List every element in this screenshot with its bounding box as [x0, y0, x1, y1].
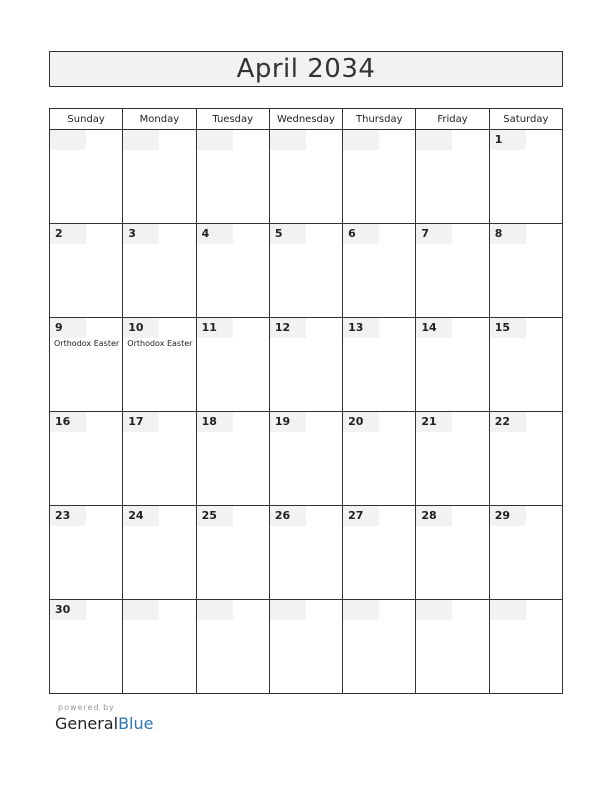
day-cell[interactable] [123, 600, 196, 694]
day-number-empty [343, 600, 379, 620]
day-cell[interactable] [343, 506, 416, 600]
day-cell[interactable] [196, 130, 269, 224]
day-number-empty [50, 130, 86, 150]
week-row [50, 412, 563, 506]
week-row [50, 600, 563, 694]
day-cell[interactable] [269, 506, 342, 600]
day-cell[interactable] [50, 224, 123, 318]
day-cell[interactable] [489, 130, 562, 224]
holiday-label: Orthodox Easter [54, 339, 120, 348]
day-number-empty [343, 130, 379, 150]
weekday-wednesday: Wednesday [269, 109, 342, 130]
day-cell[interactable] [123, 506, 196, 600]
day-cell[interactable] [196, 600, 269, 694]
day-cell[interactable] [123, 130, 196, 224]
day-cell[interactable] [343, 318, 416, 412]
calendar-body [50, 130, 563, 694]
week-row [50, 506, 563, 600]
day-number-empty [197, 130, 233, 150]
day-number-empty [490, 600, 526, 620]
day-number: 30 [50, 600, 86, 620]
day-number: 27 [343, 506, 379, 526]
day-number: 13 [343, 318, 379, 338]
day-number: 7 [416, 224, 452, 244]
day-cell[interactable] [123, 412, 196, 506]
day-number: 23 [50, 506, 86, 526]
day-number: 16 [50, 412, 86, 432]
day-number: 18 [197, 412, 233, 432]
weekday-monday: Monday [123, 109, 196, 130]
day-cell[interactable] [50, 600, 123, 694]
page-title: April 2034 [49, 51, 563, 87]
day-number-empty [123, 130, 159, 150]
day-cell[interactable] [269, 224, 342, 318]
day-cell[interactable] [269, 412, 342, 506]
day-cell[interactable] [416, 506, 489, 600]
day-number: 17 [123, 412, 159, 432]
day-cell[interactable] [343, 224, 416, 318]
day-number: 28 [416, 506, 452, 526]
day-number: 15 [490, 318, 526, 338]
day-cell[interactable] [123, 318, 196, 412]
day-number: 1 [490, 130, 526, 150]
day-cell[interactable] [343, 130, 416, 224]
day-cell[interactable] [196, 318, 269, 412]
day-number: 29 [490, 506, 526, 526]
day-cell[interactable] [50, 506, 123, 600]
day-cell[interactable] [269, 130, 342, 224]
weekday-friday: Friday [416, 109, 489, 130]
day-number-empty [270, 130, 306, 150]
day-number: 10 [123, 318, 159, 338]
brand-logo[interactable] [55, 714, 153, 733]
day-number: 3 [123, 224, 159, 244]
day-number: 6 [343, 224, 379, 244]
day-number-empty [123, 600, 159, 620]
day-number-empty [197, 600, 233, 620]
day-number: 22 [490, 412, 526, 432]
day-cell[interactable] [50, 318, 123, 412]
day-cell[interactable] [269, 318, 342, 412]
day-number-empty [416, 600, 452, 620]
day-cell[interactable] [196, 224, 269, 318]
day-cell[interactable] [416, 412, 489, 506]
day-number: 14 [416, 318, 452, 338]
weekday-sunday: Sunday [50, 109, 123, 130]
day-cell[interactable] [489, 600, 562, 694]
day-cell[interactable] [416, 600, 489, 694]
weekday-header-row [50, 109, 563, 130]
day-cell[interactable] [196, 412, 269, 506]
day-number: 12 [270, 318, 306, 338]
day-number: 9 [50, 318, 86, 338]
day-cell[interactable] [416, 130, 489, 224]
day-number: 21 [416, 412, 452, 432]
powered-by-text: powered by [58, 703, 115, 712]
day-cell[interactable] [50, 412, 123, 506]
day-number: 5 [270, 224, 306, 244]
day-number: 20 [343, 412, 379, 432]
day-cell[interactable] [489, 318, 562, 412]
day-number: 11 [197, 318, 233, 338]
day-number-empty [270, 600, 306, 620]
day-cell[interactable] [416, 318, 489, 412]
week-row [50, 318, 563, 412]
day-number: 2 [50, 224, 86, 244]
weekday-thursday: Thursday [343, 109, 416, 130]
brand-general: General [55, 714, 119, 733]
day-cell[interactable] [196, 506, 269, 600]
footer [55, 703, 153, 733]
day-number: 8 [490, 224, 526, 244]
day-cell[interactable] [489, 224, 562, 318]
day-cell[interactable] [269, 600, 342, 694]
weekday-tuesday: Tuesday [196, 109, 269, 130]
day-number: 26 [270, 506, 306, 526]
holiday-label: Orthodox Easter [127, 339, 193, 348]
day-cell[interactable] [416, 224, 489, 318]
day-cell[interactable] [343, 412, 416, 506]
day-cell[interactable] [489, 506, 562, 600]
day-cell[interactable] [50, 130, 123, 224]
day-number: 24 [123, 506, 159, 526]
brand-blue: Blue [118, 714, 154, 733]
day-cell[interactable] [489, 412, 562, 506]
week-row [50, 224, 563, 318]
day-cell[interactable] [123, 224, 196, 318]
calendar-grid [49, 108, 563, 694]
weekday-saturday: Saturday [489, 109, 562, 130]
day-cell[interactable] [343, 600, 416, 694]
week-row [50, 130, 563, 224]
day-number: 4 [197, 224, 233, 244]
day-number-empty [416, 130, 452, 150]
day-number: 25 [197, 506, 233, 526]
day-number: 19 [270, 412, 306, 432]
